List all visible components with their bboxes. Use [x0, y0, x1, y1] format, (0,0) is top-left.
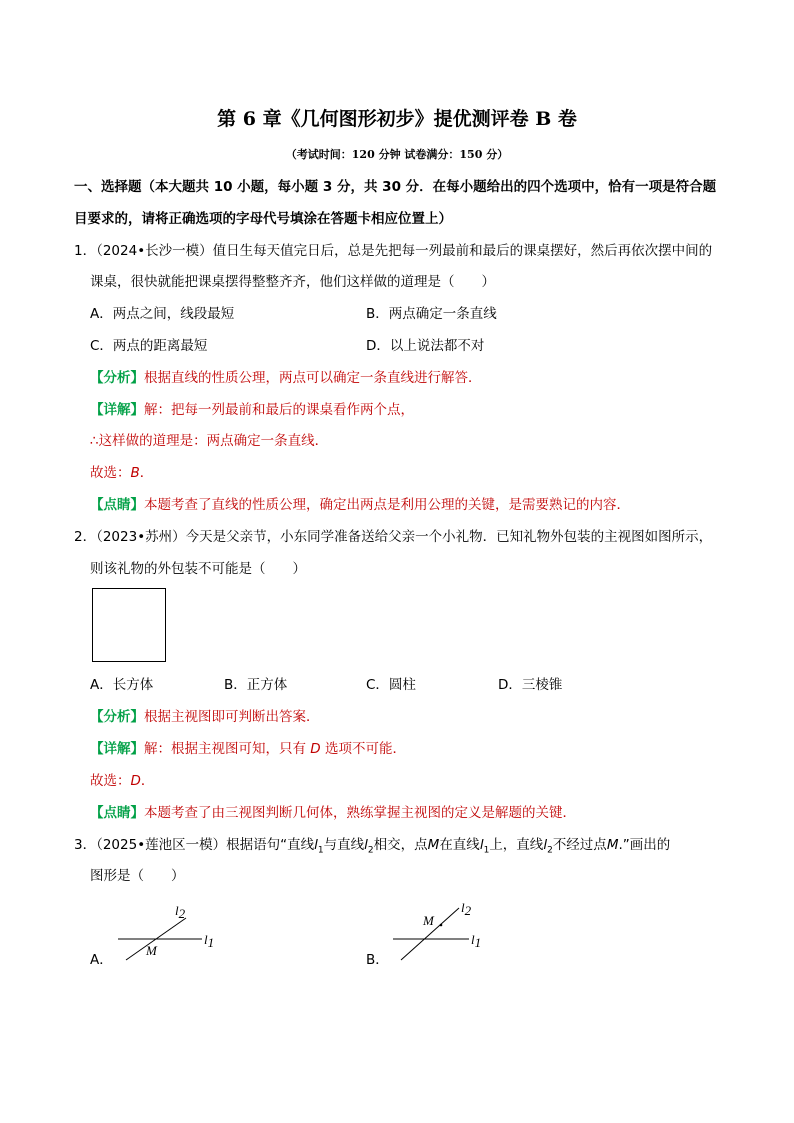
q1-answer-letter: B [130, 465, 140, 481]
page-title: 第 6 章《几何图形初步》提优测评卷 B 卷 [217, 108, 577, 130]
q3-stem-line1: 3．（2025•莲池区一模）根据语句“直线$l_1$与直线$l_2$相交，点M在直线$l_1$上，直线$l_2$不经过点M.”画出的 [74, 837, 671, 856]
q2-answer-letter: D [130, 773, 141, 789]
q2-comment [90, 804, 576, 822]
q2-explain [90, 740, 406, 758]
q1-comment-text: 本题考查了直线的性质公理，确定出两点是利用公理的关键，是需要熟记的内容． [144, 497, 630, 513]
q1-analysis [90, 369, 482, 387]
comment-tag: 【 点睛 】 [90, 805, 144, 821]
q1-option-d: D．以上说法都不对 [366, 338, 485, 354]
q2-option-a: A．长方体 [90, 677, 154, 693]
q2-option-d: D．三棱锥 [498, 677, 563, 693]
section-heading-line2: 目要求的，请将正确选项的字母代号填涂在答题卡相应位置上） [74, 211, 452, 227]
q2-option-b: B．正方体 [224, 677, 288, 693]
q3-stem-line2: 图形是（ ） [90, 868, 185, 884]
q2-option-c: C．圆柱 [366, 677, 416, 693]
analysis-tag: 【 分析 】 [90, 370, 144, 386]
analysis-tag: 【 分析 】 [90, 709, 144, 725]
q1-option-a: A．两点之间，线段最短 [90, 306, 235, 322]
q2-answer: 故选：D． [90, 773, 155, 789]
exam-info: （考试时间：120 分钟 试卷满分：150 分） [285, 148, 509, 161]
explain-tag: 【 详解 】 [90, 741, 144, 757]
label-l1: l1 [471, 932, 482, 950]
q3-figure-a [110, 900, 220, 962]
q2-stem-line2: 则该礼物的外包装不可能是（ ） [90, 561, 306, 577]
explain-tag: 【 详解 】 [90, 402, 144, 418]
label-l2: l2 [175, 903, 186, 921]
label-l2: l2 [461, 900, 472, 918]
q2-comment-text: 本题考查了由三视图判断几何体，熟练掌握主视图的定义是解题的关键． [144, 805, 576, 821]
q3-option-b-label: B． [366, 952, 389, 968]
q1-answer: 故选：B． [90, 465, 154, 481]
point-m [440, 924, 443, 927]
q2-analysis [90, 708, 320, 726]
q1-therefore: ∴这样做的道理是：两点确定一条直线． [90, 433, 329, 449]
q3-option-a-label: A． [90, 952, 113, 968]
label-m: M [423, 913, 434, 928]
q1-comment [90, 496, 630, 514]
q2-analysis-text: 根据主视图即可判断出答案． [144, 709, 320, 725]
q1-stem-line2: 课桌，很快就能把课桌摆得整整齐齐，他们这样做的道理是（ ） [90, 274, 495, 290]
choose-label: 故选： [90, 773, 131, 789]
q1-explain [90, 401, 414, 419]
front-view-square-figure [92, 588, 166, 662]
label-m: M [146, 943, 157, 958]
q2-stem-line1: 2．（2023•苏州）今天是父亲节，小东同学准备送给父亲一个小礼物．已知礼物外包装的主视图如图所示， [74, 529, 713, 545]
q1-explain-text: 解：把每一列最前和最后的课桌看作两个点， [144, 402, 414, 418]
q1-analysis-text: 根据直线的性质公理，两点可以确定一条直线进行解答． [144, 370, 482, 386]
comment-tag: 【 点睛 】 [90, 497, 144, 513]
label-l1: l1 [204, 932, 215, 950]
q2-explain-text: 解：根据主视图可知，只有 D 选项不可能． [144, 741, 406, 757]
choose-label: 故选： [90, 465, 131, 481]
q1-option-c: C．两点的距离最短 [90, 338, 208, 354]
q3-figure-b [385, 900, 495, 962]
section-heading-line1: 一、选择题（本大题共 10 小题，每小题 3 分，共 30 分．在每小题给出的四个选项中，恰有一项是符合题 [74, 179, 717, 195]
q1-stem-line1: 1．（2024•长沙一模）值日生每天值完日后，总是先把每一列最前和最后的课桌摆好，然后再依次摆中间的 [74, 243, 713, 259]
q1-option-b: B．两点确定一条直线 [366, 306, 497, 322]
